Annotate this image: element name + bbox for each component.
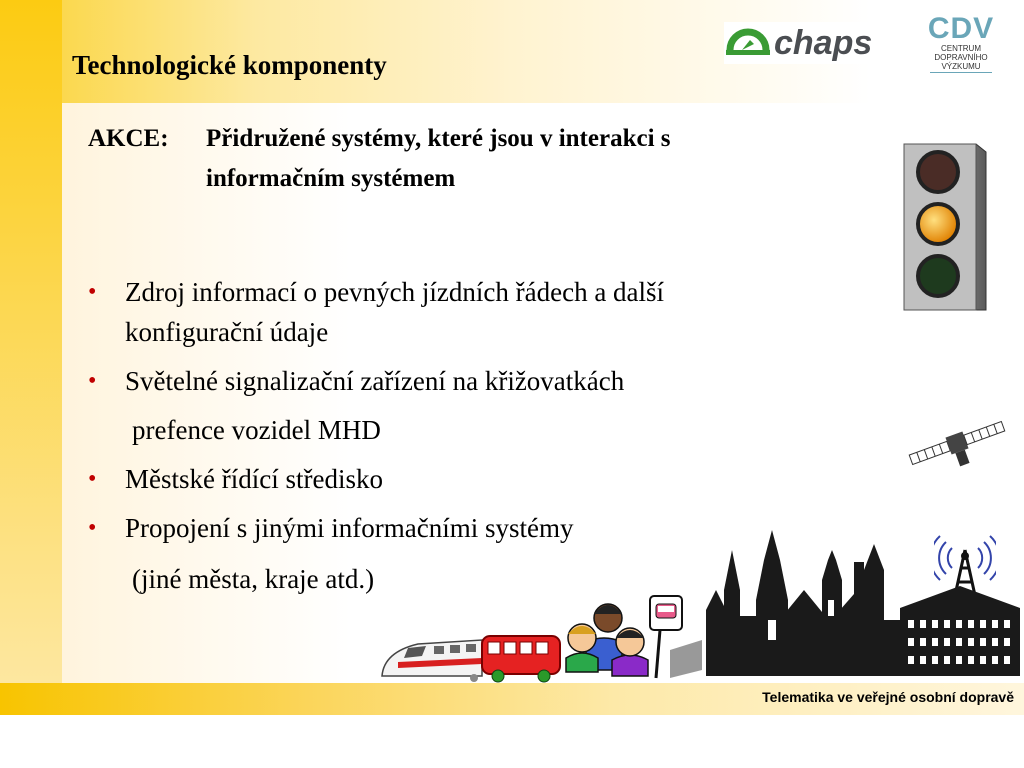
cdv-mark: CDV xyxy=(927,12,995,45)
bullet-text: Propojení s jinými informačními systémy xyxy=(125,513,574,543)
city-skyline-icon xyxy=(704,520,1024,676)
cdv-line-3: VÝZKUMU xyxy=(941,62,981,71)
slide-title: Technologické komponenty xyxy=(72,50,387,80)
bullet-marker: • xyxy=(88,368,97,394)
bullet-text: Městské řídící středisko xyxy=(125,464,383,494)
heading-line-1: Přidružené systémy, které jsou v interakci s xyxy=(206,125,671,152)
chaps-logo-icon xyxy=(724,22,888,64)
bullet-marker: • xyxy=(88,279,97,305)
footer-text: Telematika ve veřejné osobní dopravě xyxy=(762,689,1014,705)
traffic-light-icon xyxy=(898,140,990,316)
people-icon xyxy=(564,598,658,678)
heading-line-2: informačním systémem xyxy=(206,165,456,192)
sub-item: (jiné města, kraje atd.) xyxy=(132,564,375,594)
sub-item: prefence vozidel MHD xyxy=(132,415,381,445)
cdv-line-1: CENTRUM xyxy=(941,44,981,53)
heading-label: AKCE: xyxy=(88,125,169,152)
bullet-marker: • xyxy=(88,466,97,492)
cdv-line-2: DOPRAVNÍHO xyxy=(934,53,988,62)
bullet-text: konfigurační údaje xyxy=(125,317,329,347)
chaps-logo-text: chaps xyxy=(774,23,873,62)
train-icon xyxy=(378,632,484,684)
left-accent-bar xyxy=(0,0,62,683)
cdv-logo-icon xyxy=(926,14,996,82)
bullet-marker: • xyxy=(88,515,97,541)
bullet-text: Zdroj informací o pevných jízdních řádech a další xyxy=(125,277,665,307)
bus-icon xyxy=(478,630,564,684)
cdv-underline xyxy=(930,72,992,73)
satellite-icon xyxy=(904,412,1010,474)
bus-stop-sign-icon xyxy=(646,590,704,682)
bullet-text: Světelné signalizační zařízení na křižovatkách xyxy=(125,366,625,396)
